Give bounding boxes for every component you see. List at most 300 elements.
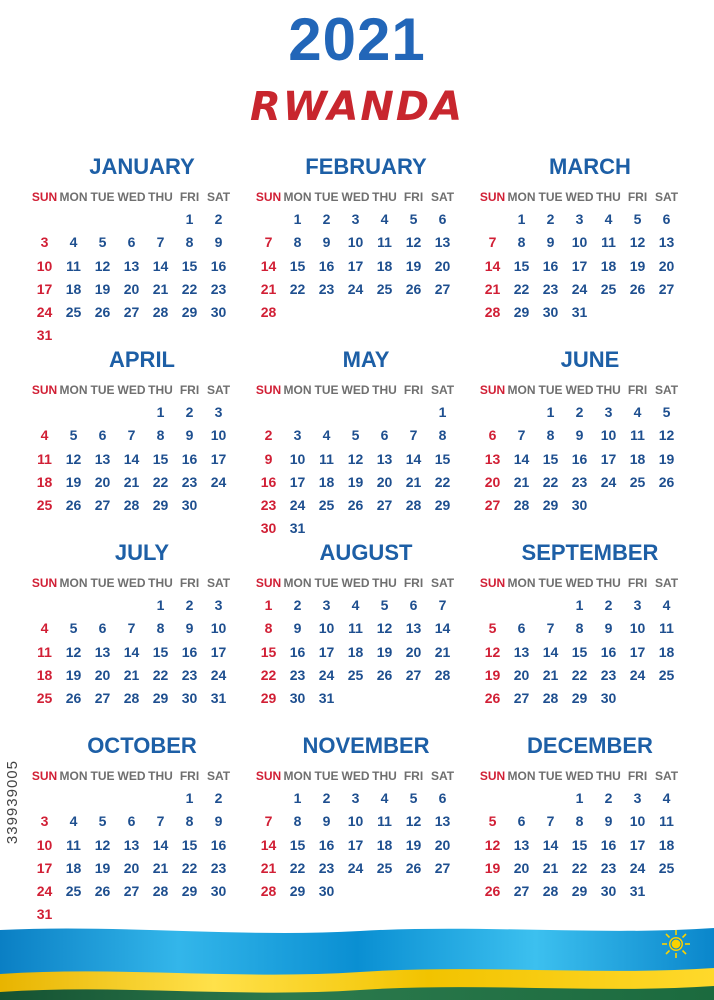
day-cell: 10 [347, 234, 364, 251]
month-march [478, 148, 702, 341]
day-cell: 16 [318, 836, 335, 853]
day-cell: 7 [127, 620, 136, 637]
day-cell: 9 [293, 620, 302, 637]
weekday-thu: THU [596, 383, 621, 397]
day-cell: 30 [210, 883, 227, 900]
day-cell: 31 [629, 883, 646, 900]
day-cell: 31 [289, 520, 306, 537]
weekday-thu: THU [148, 769, 173, 783]
day-cell: 22 [289, 280, 306, 297]
day-cell: 23 [542, 280, 559, 297]
day-cell: 25 [318, 497, 335, 514]
weekday-sat: SAT [654, 190, 679, 204]
day-grid [478, 787, 702, 903]
day-grid [478, 401, 702, 517]
day-cell: 14 [484, 257, 501, 274]
day-cell: 27 [434, 859, 451, 876]
day-cell: 8 [293, 234, 302, 251]
day-cell: 18 [318, 473, 335, 490]
day-cell: 1 [517, 211, 526, 227]
day-cell: 1 [575, 790, 584, 806]
day-cell: 5 [98, 234, 107, 251]
day-cell: 25 [36, 690, 53, 707]
day-cell: 12 [94, 836, 111, 853]
day-cell: 30 [542, 304, 559, 321]
day-cell: 21 [152, 280, 169, 297]
day-cell: 27 [376, 497, 393, 514]
weekday-wed: WED [341, 576, 370, 590]
day-cell: 11 [377, 234, 392, 251]
weekday-sun: SUN [479, 576, 506, 590]
weekday-wed: WED [117, 383, 146, 397]
weekday-header [30, 765, 254, 787]
day-cell: 8 [517, 234, 526, 251]
weekday-mon: MON [507, 769, 536, 783]
day-cell: 16 [542, 257, 559, 274]
day-cell: 29 [152, 690, 169, 707]
day-cell: 1 [156, 404, 165, 420]
day-cell: 27 [513, 883, 530, 900]
day-cell: 27 [123, 304, 140, 321]
day-cell: 22 [181, 280, 198, 297]
day-cell: 29 [289, 883, 306, 900]
day-cell: 9 [322, 813, 331, 830]
weekday-mon: MON [59, 576, 88, 590]
day-cell: 21 [260, 859, 277, 876]
day-cell: 26 [347, 497, 364, 514]
day-cell: 18 [376, 836, 393, 853]
weekday-sat: SAT [206, 576, 231, 590]
day-cell: 12 [629, 234, 646, 251]
weekday-mon: MON [507, 383, 536, 397]
day-cell: 20 [94, 666, 111, 683]
day-cell: 5 [409, 790, 418, 806]
day-cell: 2 [264, 427, 273, 444]
weekday-fri: FRI [179, 576, 200, 590]
day-cell: 23 [181, 666, 198, 683]
day-cell: 6 [98, 427, 107, 444]
day-cell: 10 [571, 234, 588, 251]
day-cell: 4 [633, 404, 642, 420]
day-cell: 4 [69, 234, 78, 251]
day-cell: 9 [185, 620, 194, 637]
day-cell: 30 [181, 690, 198, 707]
weekday-tue: TUE [314, 383, 339, 397]
day-cell: 27 [94, 497, 111, 514]
day-cell: 18 [658, 836, 675, 853]
day-cell: 15 [260, 643, 277, 660]
day-cell: 24 [36, 883, 53, 900]
country-title: RWANDA [249, 84, 465, 130]
day-cell: 4 [662, 597, 671, 613]
day-cell: 7 [546, 813, 555, 830]
day-cell: 18 [65, 859, 82, 876]
weekday-mon: MON [59, 769, 88, 783]
weekday-header [254, 572, 478, 594]
day-grid [30, 401, 254, 517]
day-cell: 11 [630, 427, 645, 444]
day-grid [254, 208, 478, 324]
day-cell: 6 [409, 597, 418, 613]
day-cell: 12 [484, 643, 501, 660]
day-cell: 20 [405, 643, 422, 660]
weekday-header [254, 379, 478, 401]
day-cell: 21 [260, 280, 277, 297]
weekday-mon: MON [283, 769, 312, 783]
day-cell: 13 [123, 836, 140, 853]
day-cell: 9 [214, 234, 223, 251]
day-cell: 11 [348, 620, 363, 637]
weekday-fri: FRI [179, 190, 200, 204]
weekday-tue: TUE [538, 576, 563, 590]
day-cell: 18 [36, 666, 53, 683]
day-cell: 26 [94, 304, 111, 321]
month-july [30, 534, 254, 727]
day-cell: 21 [123, 473, 140, 490]
day-cell: 13 [484, 450, 501, 467]
day-cell: 12 [405, 813, 422, 830]
day-cell: 25 [629, 473, 646, 490]
month-december [478, 727, 702, 920]
day-cell: 9 [264, 450, 273, 467]
day-cell: 4 [40, 427, 49, 444]
day-cell: 29 [513, 304, 530, 321]
day-cell: 8 [264, 620, 273, 637]
day-cell: 17 [347, 836, 364, 853]
day-cell: 31 [571, 304, 588, 321]
weekday-wed: WED [341, 383, 370, 397]
day-cell: 4 [380, 211, 389, 227]
day-cell: 2 [546, 211, 555, 227]
day-cell: 28 [513, 497, 530, 514]
weekday-fri: FRI [627, 383, 648, 397]
day-cell: 13 [513, 643, 530, 660]
day-cell: 6 [380, 427, 389, 444]
weekday-tue: TUE [538, 190, 563, 204]
day-cell: 2 [322, 211, 331, 227]
day-cell: 1 [293, 790, 302, 806]
month-august [254, 534, 478, 727]
day-cell: 24 [600, 473, 617, 490]
day-cell: 21 [542, 859, 559, 876]
day-cell: 7 [517, 427, 526, 444]
day-cell: 10 [289, 450, 306, 467]
day-cell: 14 [123, 450, 140, 467]
weekday-thu: THU [372, 190, 397, 204]
day-grid [254, 401, 478, 541]
day-cell: 25 [65, 304, 82, 321]
day-cell: 3 [633, 790, 642, 806]
day-cell: 15 [571, 643, 588, 660]
day-cell: 2 [214, 211, 223, 227]
day-cell: 13 [658, 234, 675, 251]
day-cell: 24 [36, 304, 53, 321]
day-cell: 27 [434, 280, 451, 297]
weekday-sun: SUN [255, 576, 282, 590]
day-cell: 11 [319, 450, 334, 467]
day-cell: 14 [260, 257, 277, 274]
day-cell: 19 [65, 666, 82, 683]
day-grid [30, 787, 254, 927]
day-cell: 9 [322, 234, 331, 251]
day-cell: 30 [571, 497, 588, 514]
day-cell: 21 [484, 280, 501, 297]
day-cell: 5 [488, 620, 497, 637]
month-name: JULY [114, 540, 170, 565]
day-cell: 1 [546, 404, 555, 420]
day-cell: 17 [600, 450, 617, 467]
day-cell: 14 [513, 450, 530, 467]
day-cell: 22 [434, 473, 451, 490]
month-may [254, 341, 478, 537]
day-cell: 25 [658, 666, 675, 683]
day-cell: 12 [484, 836, 501, 853]
day-cell: 27 [658, 280, 675, 297]
day-cell: 8 [575, 620, 584, 637]
day-cell: 3 [214, 404, 223, 420]
month-name: SEPTEMBER [521, 540, 659, 565]
day-cell: 11 [601, 234, 616, 251]
day-cell: 26 [65, 690, 82, 707]
weekday-tue: TUE [90, 190, 115, 204]
weekday-tue: TUE [90, 383, 115, 397]
day-cell: 3 [351, 211, 360, 227]
day-cell: 2 [575, 404, 584, 420]
day-cell: 29 [571, 690, 588, 707]
day-cell: 16 [181, 450, 198, 467]
month-october [30, 727, 254, 923]
day-cell: 29 [260, 690, 277, 707]
day-cell: 17 [210, 643, 227, 660]
weekday-header [254, 186, 478, 208]
day-cell: 7 [264, 813, 273, 830]
day-cell: 23 [600, 666, 617, 683]
day-cell: 16 [289, 643, 306, 660]
weekday-sat: SAT [206, 383, 231, 397]
day-cell: 5 [633, 211, 642, 227]
day-cell: 22 [571, 859, 588, 876]
day-cell: 11 [659, 813, 674, 830]
day-cell: 10 [36, 257, 53, 274]
day-cell: 4 [40, 620, 49, 637]
day-cell: 29 [542, 497, 559, 514]
day-cell: 12 [658, 427, 675, 444]
day-cell: 6 [438, 790, 447, 806]
weekday-mon: MON [283, 190, 312, 204]
weekday-mon: MON [59, 383, 88, 397]
day-cell: 24 [629, 666, 646, 683]
weekday-sun: SUN [255, 383, 282, 397]
day-cell: 21 [152, 859, 169, 876]
day-cell: 23 [181, 473, 198, 490]
day-cell: 8 [185, 813, 194, 830]
weekday-fri: FRI [627, 576, 648, 590]
day-cell: 18 [65, 280, 82, 297]
month-name: FEBRUARY [305, 154, 427, 179]
day-cell: 1 [293, 211, 302, 227]
day-cell: 21 [123, 666, 140, 683]
day-cell: 15 [181, 836, 198, 853]
weekday-tue: TUE [90, 769, 115, 783]
day-cell: 17 [571, 257, 588, 274]
weekday-header [478, 572, 702, 594]
weekday-thu: THU [148, 190, 173, 204]
day-cell: 11 [66, 836, 81, 853]
day-cell: 2 [322, 790, 331, 806]
day-cell: 10 [347, 813, 364, 830]
day-cell: 5 [409, 211, 418, 227]
day-cell: 23 [289, 666, 306, 683]
day-cell: 15 [181, 257, 198, 274]
day-cell: 29 [152, 497, 169, 514]
day-grid [30, 208, 254, 348]
day-cell: 26 [405, 859, 422, 876]
day-cell: 20 [376, 473, 393, 490]
day-cell: 14 [152, 257, 169, 274]
weekday-wed: WED [117, 769, 146, 783]
day-cell: 25 [600, 280, 617, 297]
weekday-sun: SUN [479, 383, 506, 397]
weekday-thu: THU [372, 576, 397, 590]
month-name: JUNE [560, 347, 620, 372]
day-cell: 26 [484, 690, 501, 707]
weekday-header [30, 379, 254, 401]
day-cell: 31 [210, 690, 227, 707]
day-cell: 13 [376, 450, 393, 467]
day-cell: 6 [517, 813, 526, 830]
weekday-sat: SAT [654, 383, 679, 397]
weekday-sun: SUN [255, 190, 282, 204]
day-cell: 1 [438, 404, 447, 420]
day-cell: 21 [513, 473, 530, 490]
day-cell: 5 [662, 404, 671, 420]
weekday-thu: THU [372, 769, 397, 783]
day-cell: 2 [214, 790, 223, 806]
day-cell: 7 [488, 234, 497, 251]
day-cell: 20 [123, 859, 140, 876]
day-cell: 13 [94, 643, 111, 660]
day-cell: 13 [405, 620, 422, 637]
day-cell: 9 [185, 427, 194, 444]
day-cell: 28 [405, 497, 422, 514]
day-cell: 19 [629, 257, 646, 274]
month-april [30, 341, 254, 534]
day-cell: 10 [600, 427, 617, 444]
day-cell: 8 [185, 234, 194, 251]
day-cell: 19 [658, 450, 675, 467]
day-cell: 11 [37, 450, 52, 467]
weekday-header [478, 379, 702, 401]
day-cell: 13 [123, 257, 140, 274]
month-june [478, 341, 702, 534]
day-cell: 26 [484, 883, 501, 900]
weekday-mon: MON [507, 190, 536, 204]
day-cell: 18 [376, 257, 393, 274]
month-january [30, 148, 254, 344]
day-cell: 22 [152, 666, 169, 683]
day-cell: 19 [405, 836, 422, 853]
day-cell: 19 [484, 666, 501, 683]
day-cell: 26 [405, 280, 422, 297]
day-grid [478, 594, 702, 710]
day-cell: 7 [438, 597, 447, 613]
calendar-grid [30, 148, 702, 923]
day-cell: 31 [318, 690, 335, 707]
day-cell: 19 [347, 473, 364, 490]
day-cell: 17 [210, 450, 227, 467]
day-cell: 31 [36, 906, 53, 923]
day-cell: 29 [181, 883, 198, 900]
day-cell: 15 [571, 836, 588, 853]
day-cell: 23 [318, 280, 335, 297]
day-cell: 6 [488, 427, 497, 444]
day-cell: 8 [293, 813, 302, 830]
day-cell: 25 [65, 883, 82, 900]
day-cell: 28 [152, 304, 169, 321]
day-cell: 23 [571, 473, 588, 490]
day-cell: 1 [185, 211, 194, 227]
day-cell: 7 [264, 234, 273, 251]
day-cell: 26 [65, 497, 82, 514]
day-cell: 18 [36, 473, 53, 490]
day-cell: 16 [571, 450, 588, 467]
day-cell: 29 [571, 883, 588, 900]
day-cell: 30 [210, 304, 227, 321]
day-cell: 17 [318, 643, 335, 660]
day-cell: 3 [293, 427, 302, 444]
day-cell: 28 [484, 304, 501, 321]
day-cell: 10 [629, 813, 646, 830]
day-cell: 1 [575, 597, 584, 613]
day-grid [254, 787, 478, 903]
month-name: DECEMBER [527, 733, 653, 758]
weekday-wed: WED [565, 383, 594, 397]
day-cell: 16 [210, 836, 227, 853]
day-cell: 18 [347, 643, 364, 660]
day-cell: 10 [210, 427, 227, 444]
day-cell: 5 [351, 427, 360, 444]
day-grid [254, 594, 478, 710]
weekday-mon: MON [59, 190, 88, 204]
day-cell: 14 [152, 836, 169, 853]
day-cell: 28 [123, 497, 140, 514]
day-cell: 28 [542, 883, 559, 900]
day-cell: 21 [434, 643, 451, 660]
weekday-header [30, 186, 254, 208]
weekday-thu: THU [148, 576, 173, 590]
day-cell: 4 [662, 790, 671, 806]
weekday-tue: TUE [314, 769, 339, 783]
day-cell: 4 [322, 427, 331, 444]
day-cell: 22 [260, 666, 277, 683]
day-cell: 1 [156, 597, 165, 613]
day-cell: 14 [405, 450, 422, 467]
day-cell: 14 [542, 836, 559, 853]
day-cell: 15 [289, 257, 306, 274]
weekday-mon: MON [283, 383, 312, 397]
month-name: JANUARY [89, 154, 195, 179]
day-cell: 8 [156, 427, 165, 444]
weekday-wed: WED [565, 576, 594, 590]
day-cell: 3 [40, 234, 49, 251]
day-cell: 19 [484, 859, 501, 876]
day-cell: 23 [260, 497, 277, 514]
day-cell: 1 [185, 790, 194, 806]
day-cell: 12 [65, 643, 82, 660]
day-cell: 17 [36, 859, 53, 876]
day-cell: 25 [36, 497, 53, 514]
day-cell: 29 [434, 497, 451, 514]
